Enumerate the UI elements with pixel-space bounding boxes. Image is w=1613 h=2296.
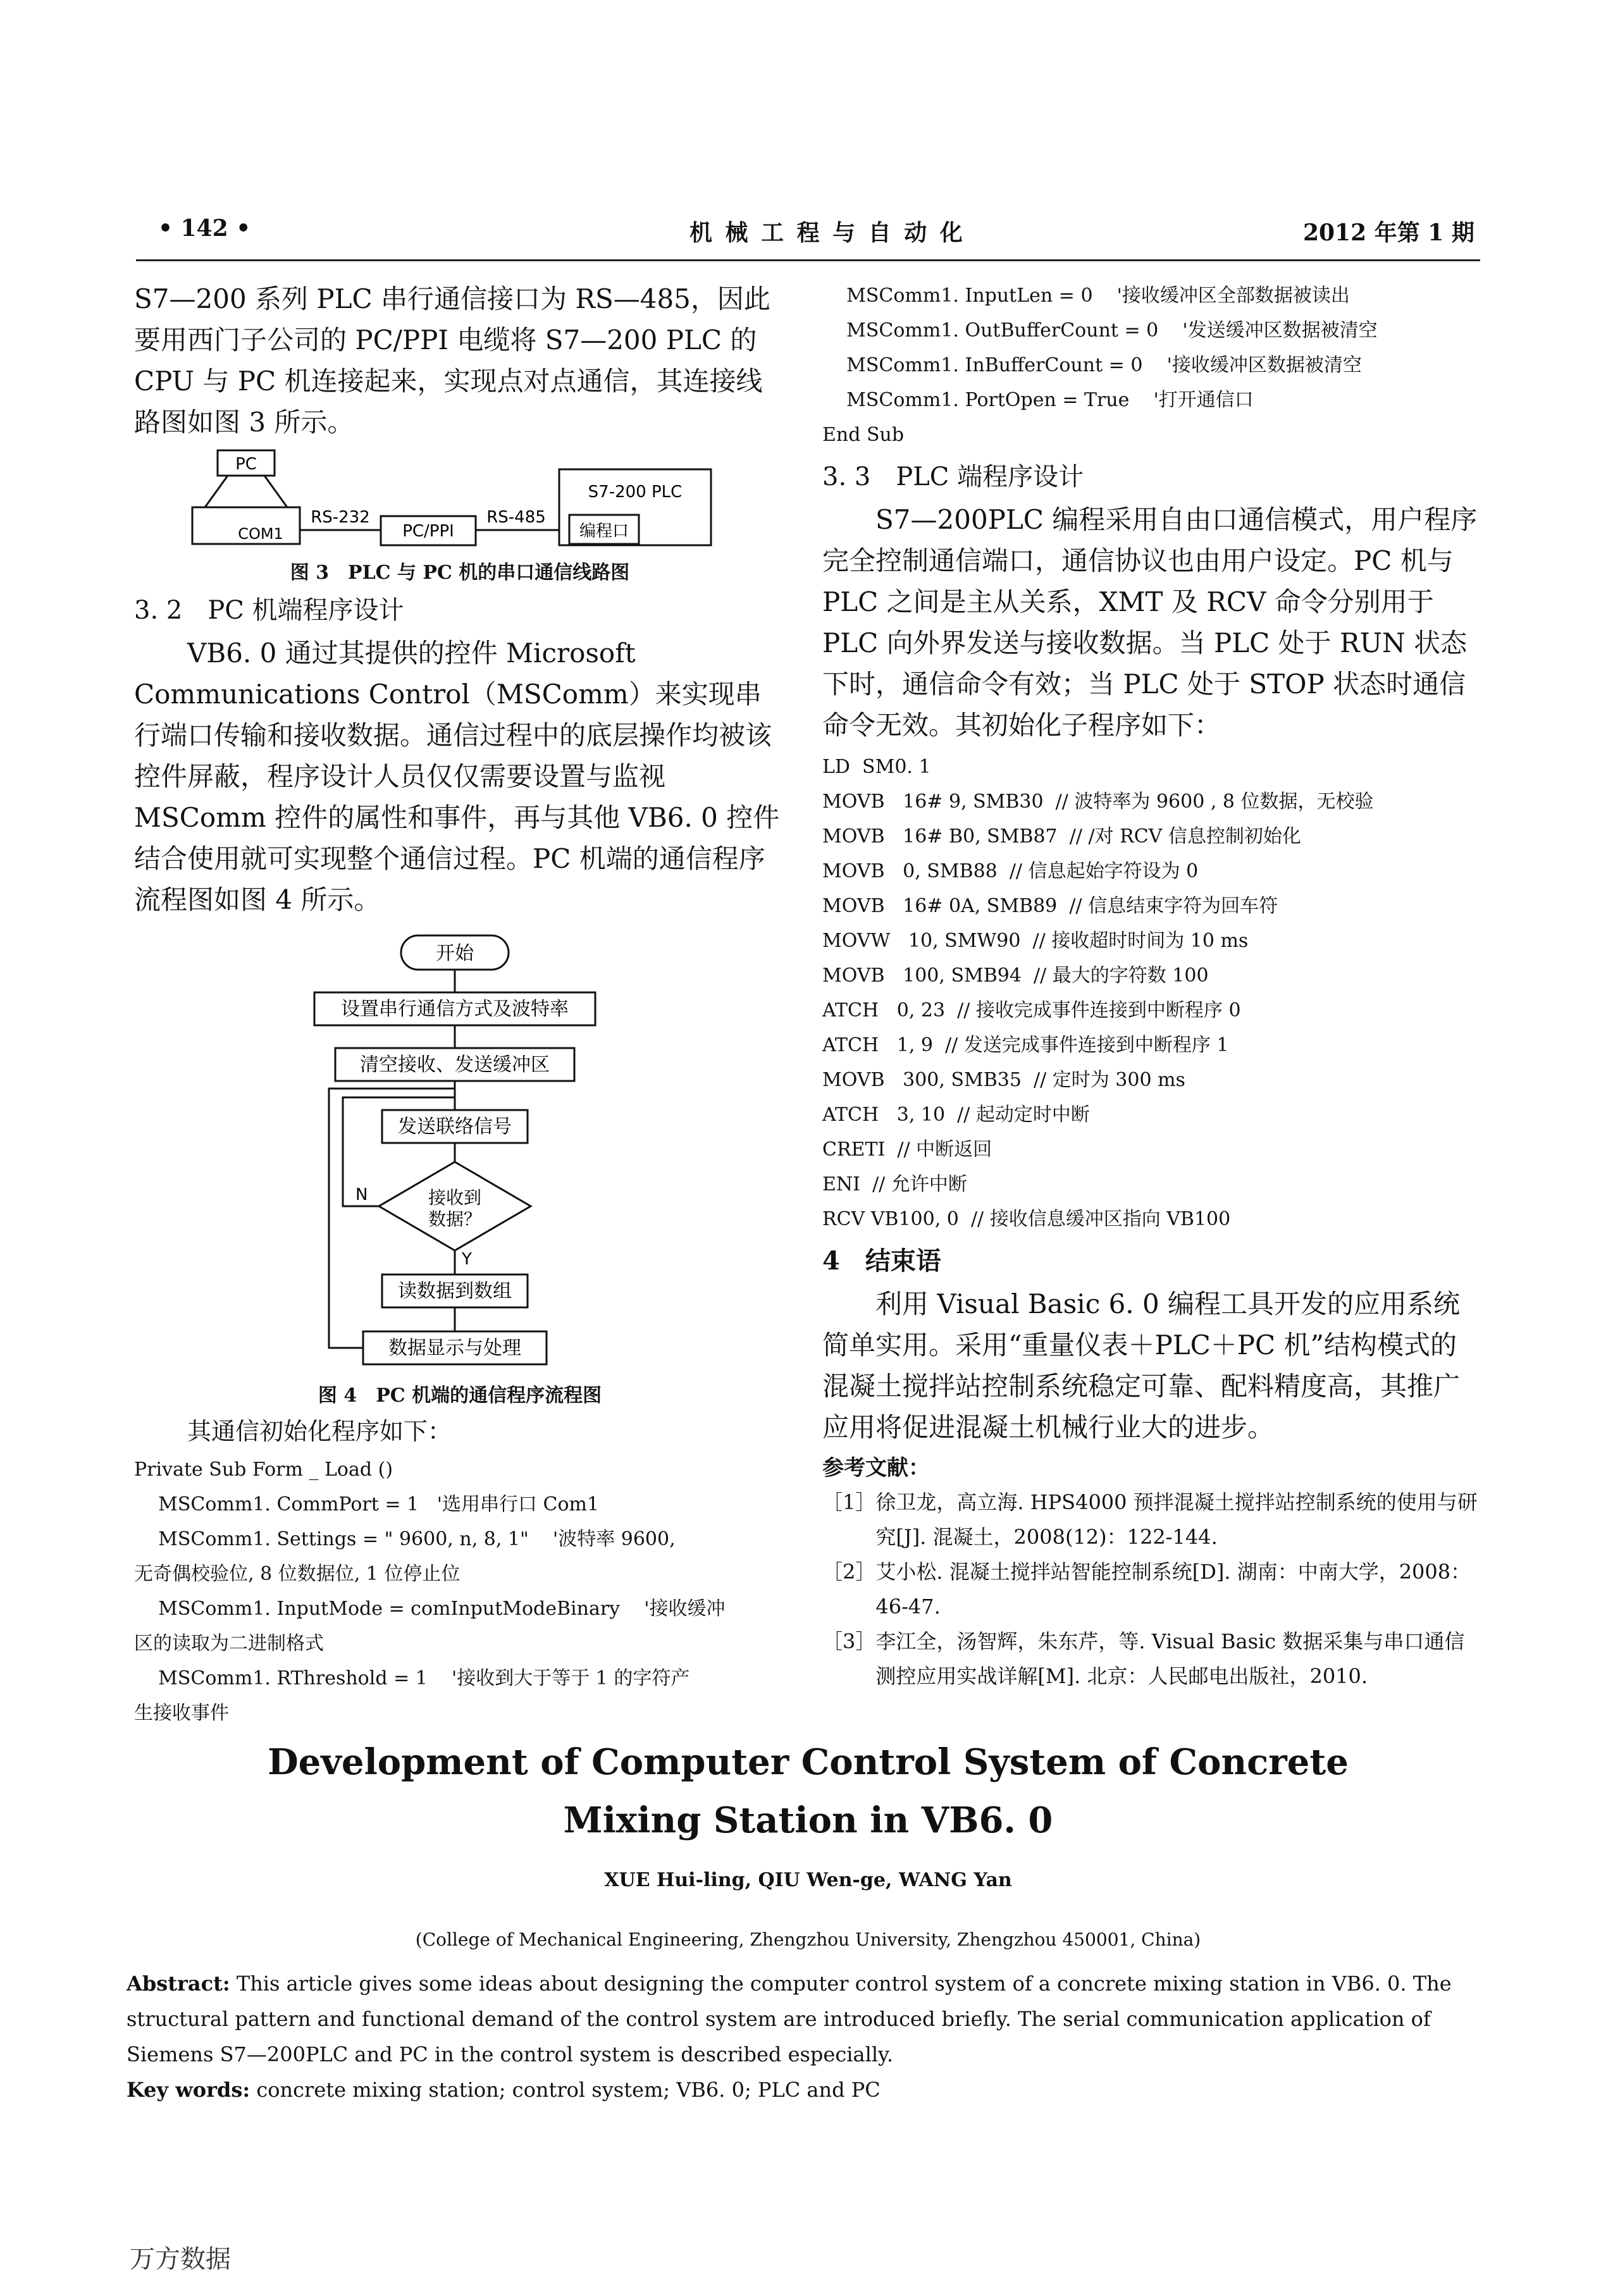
watermark: 万方数据: [130, 2245, 231, 2274]
decision-label-line2: 数据？: [428, 1209, 482, 1230]
reference-item: [822, 1555, 1480, 1624]
no-label: N: [355, 1185, 368, 1204]
code-line: 区的读取为二进制格式: [134, 1633, 324, 1655]
issue-label: 2012 年第 1 期: [1303, 219, 1474, 246]
code-line: MSComm1. OutBufferCount = 0 '发送缓冲区数据被清空: [822, 319, 1378, 342]
section-3-3-title: 3. 3 PLC 端程序设计: [822, 462, 1084, 491]
plc-code-block: [822, 750, 1480, 1237]
reference-number: ［1］: [822, 1490, 876, 1514]
reference-text: 李江全，汤智辉，朱东芹，等. Visual Basic 数据采集与串口通信测控应用实战详解[M]. 北京：人民邮电出版社，2010.: [875, 1629, 1465, 1688]
code-line: MSComm1. InputLen = 0 '接收缓冲区全部数据被读出: [822, 285, 1350, 307]
com1-label: COM1: [238, 525, 283, 543]
code-line: MSComm1. CommPort = 1 '选用串行口 Com1: [134, 1493, 600, 1515]
code-line: MSComm1. InBufferCount = 0 '接收缓冲区数据被清空: [822, 354, 1362, 376]
code-line: CRETI // 中断返回: [822, 1139, 992, 1161]
reference-item: [822, 1624, 1480, 1694]
code-line: ATCH 0, 23 // 接收完成事件连接到中断程序 0: [822, 999, 1241, 1021]
code-line: MOVB 0, SMB88 // 信息起始字符设为 0: [822, 860, 1199, 882]
figure-3-diagram: [134, 447, 786, 554]
code-line: MOVB 16# 9, SMB30 // 波特率为 9600 , 8 位数据，无校验: [822, 791, 1374, 813]
step-set-serial-label: 设置串行通信方式及波特率: [341, 998, 569, 1020]
abstract: [127, 1966, 1480, 2072]
page-number: • 142 •: [158, 215, 251, 242]
code-line: MSComm1. InputMode = comInputModeBinary '接收缓冲: [134, 1598, 726, 1620]
pc-stand-left: [205, 476, 228, 507]
code-line: MOVB 100, SMB94 // 最大的字符数 100: [822, 965, 1209, 987]
code-line: MSComm1. Settings = " 9600, n, 8, 1" '波特率 9600,: [134, 1528, 676, 1550]
section-3-2-title: 3. 2 PC 机端程序设计: [134, 596, 404, 625]
step-clear-buffers-label: 清空接收、发送缓冲区: [360, 1054, 550, 1076]
references-title: 参考文献：: [822, 1455, 930, 1481]
section-3-3-body: S7—200PLC 编程采用自由口通信模式，用户程序完全控制通信端口，通信协议也由用户设定。PC 机与 PLC 之间是主从关系，XMT 及 RCV 命令分别用于 PLC 向外界发送与接收数据。当 PLC 处于 RUN 状态下时，通信命令有效；当 PLC 处于 STOP 状态时通信命令无效。其初始化子程序如下：: [822, 504, 1478, 741]
yes-label: Y: [462, 1250, 472, 1269]
code-line: End Sub: [822, 424, 905, 446]
reference-number: ［3］: [822, 1629, 876, 1653]
port-label: 编程口: [579, 522, 629, 541]
english-title-line1: Development of Computer Control System of Concrete: [268, 1741, 1349, 1783]
reference-item: [822, 1485, 1480, 1555]
step-read-data-label: 读数据到数组: [398, 1280, 512, 1302]
decision-label-line1: 接收到: [428, 1187, 482, 1208]
left-column: [134, 278, 786, 1731]
figure-3-caption: 图 3 PLC 与 PC 机的串口通信线路图: [290, 562, 630, 584]
header-rule: [136, 259, 1480, 261]
pc-label: PC: [235, 455, 257, 474]
authors: XUE Hui-ling, QIU Wen-ge, WANG Yan: [604, 1869, 1012, 1891]
code-line: MSComm1. RThreshold = 1 '接收到大于等于 1 的字符产: [134, 1667, 690, 1689]
vb-code-block: [134, 1452, 786, 1731]
code-line: MOVB 16# 0A, SMB89 // 信息结束字符为回车符: [822, 895, 1278, 917]
pcppi-label: PC/PPI: [402, 522, 454, 541]
code-line: MOVW 10, SMW90 // 接收超时时间为 10 ms: [822, 930, 1249, 952]
code-line: 无奇偶校验位, 8 位数据位, 1 位停止位: [134, 1563, 460, 1585]
plc-label: S7-200 PLC: [588, 483, 683, 502]
code-line: ENI // 允许中断: [822, 1173, 967, 1195]
abstract-text: This article gives some ideas about designing the computer control system of a concrete mixing station in VB6. 0. The structural pattern and functional demand of the control system are introduced briefly. The serial communication application of Siemens S7—200PLC and PC in the control system is described especially.: [127, 1972, 1452, 2066]
english-title-line2: Mixing Station in VB6. 0: [563, 1799, 1053, 1841]
keywords-label: Key words:: [127, 2078, 250, 2102]
section-4-body: 利用 Visual Basic 6. 0 编程工具开发的应用系统简单实用。采用“重量仪表＋PLC＋PC 机”结构模式的混凝土搅拌站控制系统稳定可靠、配料精度高，其推广应用将促进混凝土机械行业大的进步。: [822, 1288, 1461, 1443]
start-label: 开始: [436, 942, 474, 965]
keywords: [127, 2078, 1480, 2102]
init-intro: 其通信初始化程序如下：: [187, 1417, 452, 1445]
step-send-signal-label: 发送联络信号: [398, 1116, 512, 1138]
code-line: ATCH 1, 9 // 发送完成事件连接到中断程序 1: [822, 1034, 1229, 1056]
rs232-label: RS-232: [311, 508, 370, 527]
reference-text: 艾小松. 混凝土搅拌站智能控制系统[D]. 湖南：中南大学，2008：46-47.: [875, 1560, 1471, 1619]
affiliation: (College of Mechanical Engineering, Zhengzhou University, Zhengzhou 450001, China): [415, 1929, 1201, 1950]
section-3-2-body: VB6. 0 通过其提供的控件 Microsoft Communications Control（MSComm）来实现串行端口传输和接收数据。通信过程中的底层操作均被该控件屏蔽，程序设计人员仅仅需要设置与监视 MSComm 控件的属性和事件，再与其他 VB6. 0 控件结合使用就可实现整个通信过程。PC 机端的通信程序流程图如图 4 所示。: [134, 638, 780, 915]
code-line: RCV VB100, 0 // 接收信息缓冲区指向 VB100: [822, 1208, 1231, 1230]
code-line: 生接收事件: [134, 1702, 229, 1724]
journal-title: 机 械 工 程 与 自 动 化: [689, 219, 965, 246]
english-title: [136, 1733, 1480, 1849]
abstract-label: Abstract:: [127, 1972, 230, 1996]
rs485-label: RS-485: [486, 508, 546, 527]
keywords-text: concrete mixing station; control system; VB6. 0; PLC and PC: [250, 2078, 881, 2102]
vb-code-continued: [822, 278, 1480, 452]
code-line: ATCH 3, 10 // 起动定时中断: [822, 1104, 1090, 1126]
figure-4-flowchart: [134, 934, 786, 1371]
figure-4-caption: 图 4 PC 机端的通信程序流程图: [318, 1385, 602, 1407]
code-line: MSComm1. PortOpen = True '打开通信口: [822, 389, 1254, 411]
section-4-title: 4 结束语: [822, 1246, 941, 1276]
step-display-data-label: 数据显示与处理: [388, 1337, 521, 1359]
code-line: MOVB 300, SMB35 // 定时为 300 ms: [822, 1069, 1185, 1091]
intro-paragraph: S7—200 系列 PLC 串行通信接口为 RS—485，因此要用西门子公司的 PC/PPI 电缆将 S7—200 PLC 的 CPU 与 PC 机连接起来，实现点对点通信，其连接线路图如图 3 所示。: [134, 283, 770, 438]
reference-number: ［2］: [822, 1560, 876, 1584]
code-line: Private Sub Form _ Load (): [134, 1459, 393, 1481]
right-column: [822, 278, 1480, 1694]
code-line: LD SM0. 1: [822, 756, 931, 778]
reference-text: 徐卫龙，高立海. HPS4000 预拌混凝土搅拌站控制系统的使用与研究[J]. 混凝土，2008(12)：122-144.: [875, 1490, 1478, 1549]
pc-stand-right: [264, 476, 287, 507]
code-line: MOVB 16# B0, SMB87 // /对 RCV 信息控制初始化: [822, 825, 1301, 848]
